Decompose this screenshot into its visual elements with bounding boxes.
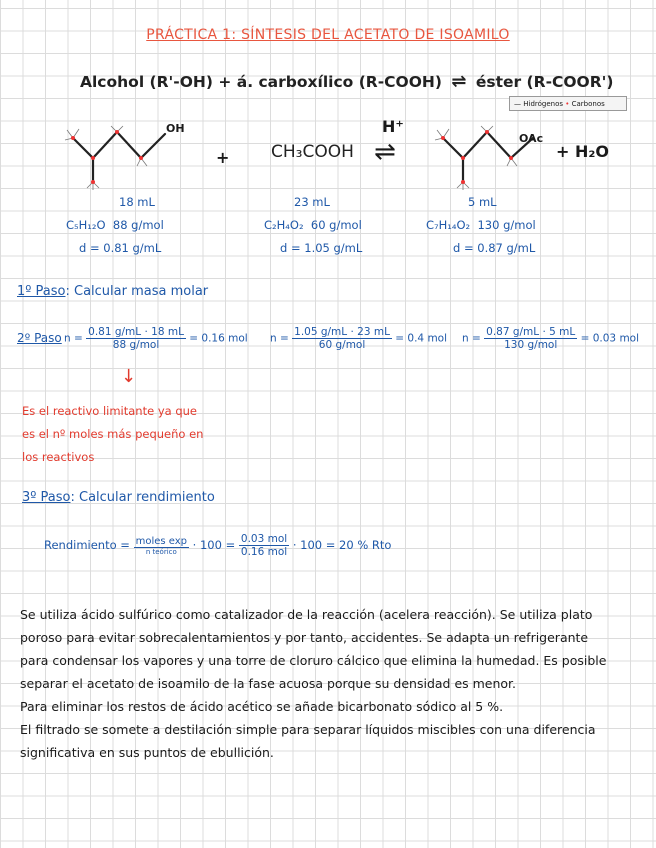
reagent-2-volume: 23 mL — [294, 195, 330, 209]
yield-calculation: Rendimiento = $\frac{\text{moles exp}}{\text{n teórico}}$ · 100 = $\frac{\text{0.03 mol}}{\text{0.16 mol}}$ · 100 = 20 % Rto — [44, 533, 392, 558]
equation-right: éster (R-COOR') — [475, 73, 614, 91]
mole-calc-ester: n = $\frac{0.87 g/mL \cdot 5 mL}{\text{130 g/mol}}$ = 0.03 mol — [462, 326, 640, 351]
reagent-2-formula-mass: C₂H₄O₂ 60 g/mol — [264, 218, 362, 232]
acetic-acid-formula: CH₃COOH — [271, 142, 354, 162]
carbon-legend-label: Carbonos — [571, 100, 605, 108]
general-equation — [80, 71, 614, 92]
down-arrow-icon: ↓ — [121, 366, 137, 387]
reagent-3-density: d = 0.87 g/mL — [453, 241, 536, 255]
reagent-1-volume: 18 mL — [119, 195, 155, 209]
catalyst-label: H⁺ — [382, 117, 404, 136]
paragraph-2: Para eliminar los restos de ácido acético se añade bicarbonato sódico al 5 %. — [20, 699, 504, 714]
alcohol-oh-label: OH — [166, 122, 185, 135]
carbon-legend-dot-icon: • — [565, 100, 570, 108]
step-1 — [17, 284, 208, 299]
step-3 — [22, 490, 215, 505]
hydrogen-legend-label: Hidrógenos — [523, 100, 564, 108]
paragraph-1: Se utiliza ácido sulfúrico como catalizador de la reacción (acelera reacción). Se utiliza plato poroso para evitar sobrecalentamientos y por tanto, accidentes. Se adapta un refrigerante para condensar los vapores y una torre de cloruro cálcico que elimina la humedad. Es posible separar el acetato de isoamilo de la fase acuosa porque su densidad es menor. — [20, 607, 607, 691]
reaction-plus: + — [216, 148, 230, 167]
hydrogen-legend-line-icon: — — [514, 100, 521, 108]
mole-calc-alcohol: n = $\frac{0.81 g/mL \cdot 18 mL}{\text{88 g/mol}}$ = 0.16 mol — [64, 326, 248, 351]
step-2-label: 2º Paso — [17, 331, 62, 345]
limiting-reagent-note: Es el reactivo limitante ya que es el nº moles más pequeño en los reactivos — [22, 404, 204, 464]
paragraph-3: El filtrado se somete a destilación simple para separar líquidos miscibles con una diferencia significativa en sus puntos de ebullición. — [20, 722, 596, 760]
mole-calc-acid: n = $\frac{1.05 g/mL \cdot 23 mL}{\text{60 g/mol}}$ = 0.4 mol — [270, 326, 448, 351]
structure-legend — [509, 96, 627, 111]
page-title: PRÁCTICA 1: SÍNTESIS DEL ACETATO DE ISOAMILO — [146, 27, 510, 43]
step-1-label: 1º Paso — [17, 284, 66, 299]
equilibrium-arrows-icon: ⇌ — [451, 71, 467, 92]
reagent-1-density: d = 0.81 g/mL — [79, 241, 162, 255]
reagent-3-formula-mass: C₇H₁₄O₂ 130 g/mol — [426, 218, 536, 232]
reagent-2-density: d = 1.05 g/mL — [280, 241, 363, 255]
water-product: + H₂O — [556, 142, 609, 161]
step-3-label: 3º Paso — [22, 490, 71, 505]
reagent-3-volume: 5 mL — [468, 195, 497, 209]
step-1-text: : Calcular masa molar — [65, 284, 209, 299]
reaction-arrows-icon: ⇌ — [374, 137, 396, 167]
isoamyl-acetate-structure-icon — [425, 120, 565, 190]
equation-left: Alcohol (R'-OH) + á. carboxílico (R-COOH) — [80, 73, 442, 91]
ester-oac-label: OAc — [519, 132, 544, 145]
procedure-notes — [20, 603, 620, 764]
reagent-1-formula-mass: C₅H₁₂O 88 g/mol — [66, 218, 164, 232]
step-3-text: : Calcular rendimiento — [70, 490, 215, 505]
